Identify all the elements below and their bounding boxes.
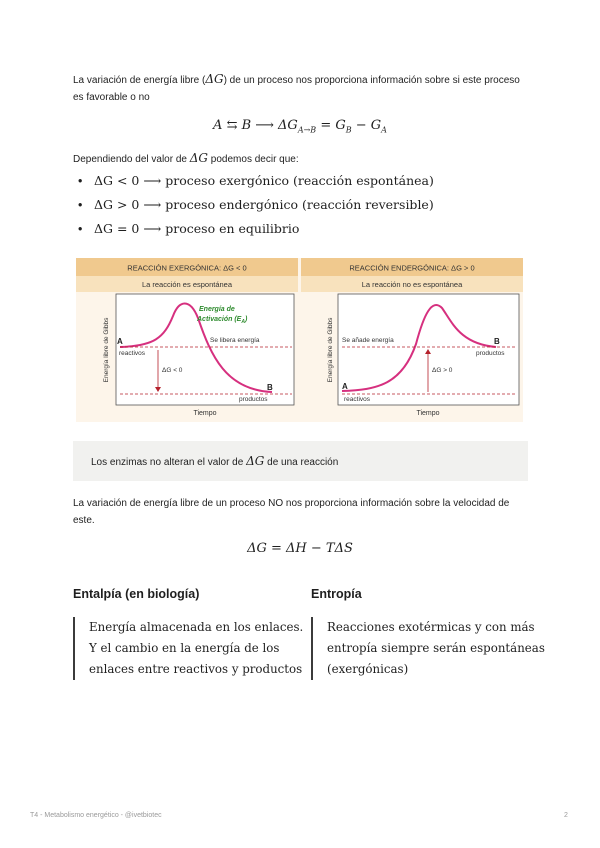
right-label-b: B — [494, 337, 500, 346]
released-energy: Se libera energía — [210, 337, 260, 344]
quote-line: entropía siempre serán espontáneas — [327, 641, 545, 655]
left-delta-label: ΔG < 0 — [162, 367, 183, 374]
callout-text-2: de una reacción — [264, 457, 339, 468]
eq1-sub-a: A — [381, 125, 387, 135]
delta-g-symbol-2: ΔG — [189, 151, 209, 165]
added-energy: Se añade energía — [342, 337, 394, 344]
delta-g-cases-list — [76, 169, 434, 241]
right-reactants: reactivos — [344, 396, 371, 403]
left-ylabel: Energía libre de Gibbs — [103, 317, 110, 383]
depending-line — [73, 150, 299, 168]
callout-box — [73, 441, 528, 481]
left-xlabel: Tiempo — [193, 410, 217, 417]
list-item: • ΔG < 0 ⟶ proceso exergónico (reacción espontánea) — [76, 169, 434, 193]
depending-text: Dependiendo del valor de — [73, 154, 190, 165]
delta-g-symbol: ΔG — [205, 72, 224, 86]
velocity-paragraph — [73, 495, 533, 529]
velocity-text-2: este. — [73, 515, 95, 526]
activation-end: ) — [244, 316, 248, 323]
page-number: 2 — [564, 812, 568, 819]
intro-paragraph — [73, 71, 533, 106]
activation-line1: Energía de — [199, 306, 235, 313]
left-label-a: A — [117, 337, 123, 346]
eq1-part: A ⇆ B ⟶ ΔG — [213, 118, 298, 133]
list-item: • ΔG > 0 ⟶ proceso endergónico (reacción reversible) — [76, 193, 434, 217]
right-products: productos — [476, 350, 505, 357]
activation-text: Activación (E — [197, 316, 242, 323]
left-label-b: B — [267, 383, 273, 392]
eq1-sub-b: B — [345, 125, 352, 135]
quote-line: (exergónicas) — [327, 662, 409, 676]
quote-line: Energía almacenada en los enlaces. — [89, 620, 304, 634]
activation-sub: A — [241, 319, 245, 325]
footer-title: T4 - Metabolismo energético - @ivetbiotec — [30, 812, 162, 819]
velocity-text-1: La variación de energía libre de un proceso NO nos proporciona información sobre la velocidad de — [73, 498, 510, 509]
left-header: REACCIÓN EXERGÓNICA: ΔG < 0 — [127, 263, 247, 273]
quote-line: enlaces entre reactivos y productos — [89, 662, 303, 676]
gibbs-equation: ΔG = ΔH − TΔS — [247, 541, 353, 556]
intro-text-2: ) de un proceso nos proporciona información sobre si este proceso — [223, 75, 520, 86]
gibbs-energy-figure — [76, 258, 523, 422]
right-delta-label: ΔG > 0 — [432, 367, 453, 374]
quote-line: Y el cambio en la energía de los — [89, 641, 280, 655]
eq1-rest: = G — [316, 118, 346, 133]
enthalpy-title: Entalpía (en biología) — [73, 587, 200, 601]
left-subheader: La reacción es espontánea — [141, 280, 233, 289]
intro-text: La variación de energía libre ( — [73, 75, 206, 86]
callout-text — [91, 453, 338, 471]
equation-reaction — [0, 118, 600, 135]
list-item: • ΔG = 0 ⟶ proceso en equilibrio — [76, 217, 434, 241]
callout-text-1: Los enzimas no alteran el valor de — [91, 457, 247, 468]
entropy-title: Entropía — [311, 587, 362, 601]
right-subheader: La reacción no es espontánea — [361, 280, 463, 289]
left-products: productos — [239, 396, 268, 403]
delta-g-symbol-3: ΔG — [246, 454, 265, 468]
right-header: REACCIÓN ENDERGÓNICA: ΔG > 0 — [349, 263, 475, 273]
eq1-sub: A→B — [297, 125, 317, 135]
entropy-quote — [311, 617, 557, 680]
eq1-minus: − G — [351, 118, 382, 133]
intro-text-3: es favorable o no — [73, 92, 150, 103]
quote-line: Reacciones exotérmicas y con más — [327, 620, 535, 634]
right-ylabel: Energía libre de Gibbs — [327, 317, 334, 383]
right-label-a: A — [342, 382, 348, 391]
right-xlabel: Tiempo — [416, 410, 440, 417]
depending-text-2: podemos decir que: — [208, 154, 299, 165]
enthalpy-quote — [73, 617, 319, 680]
left-reactants: reactivos — [119, 350, 146, 357]
